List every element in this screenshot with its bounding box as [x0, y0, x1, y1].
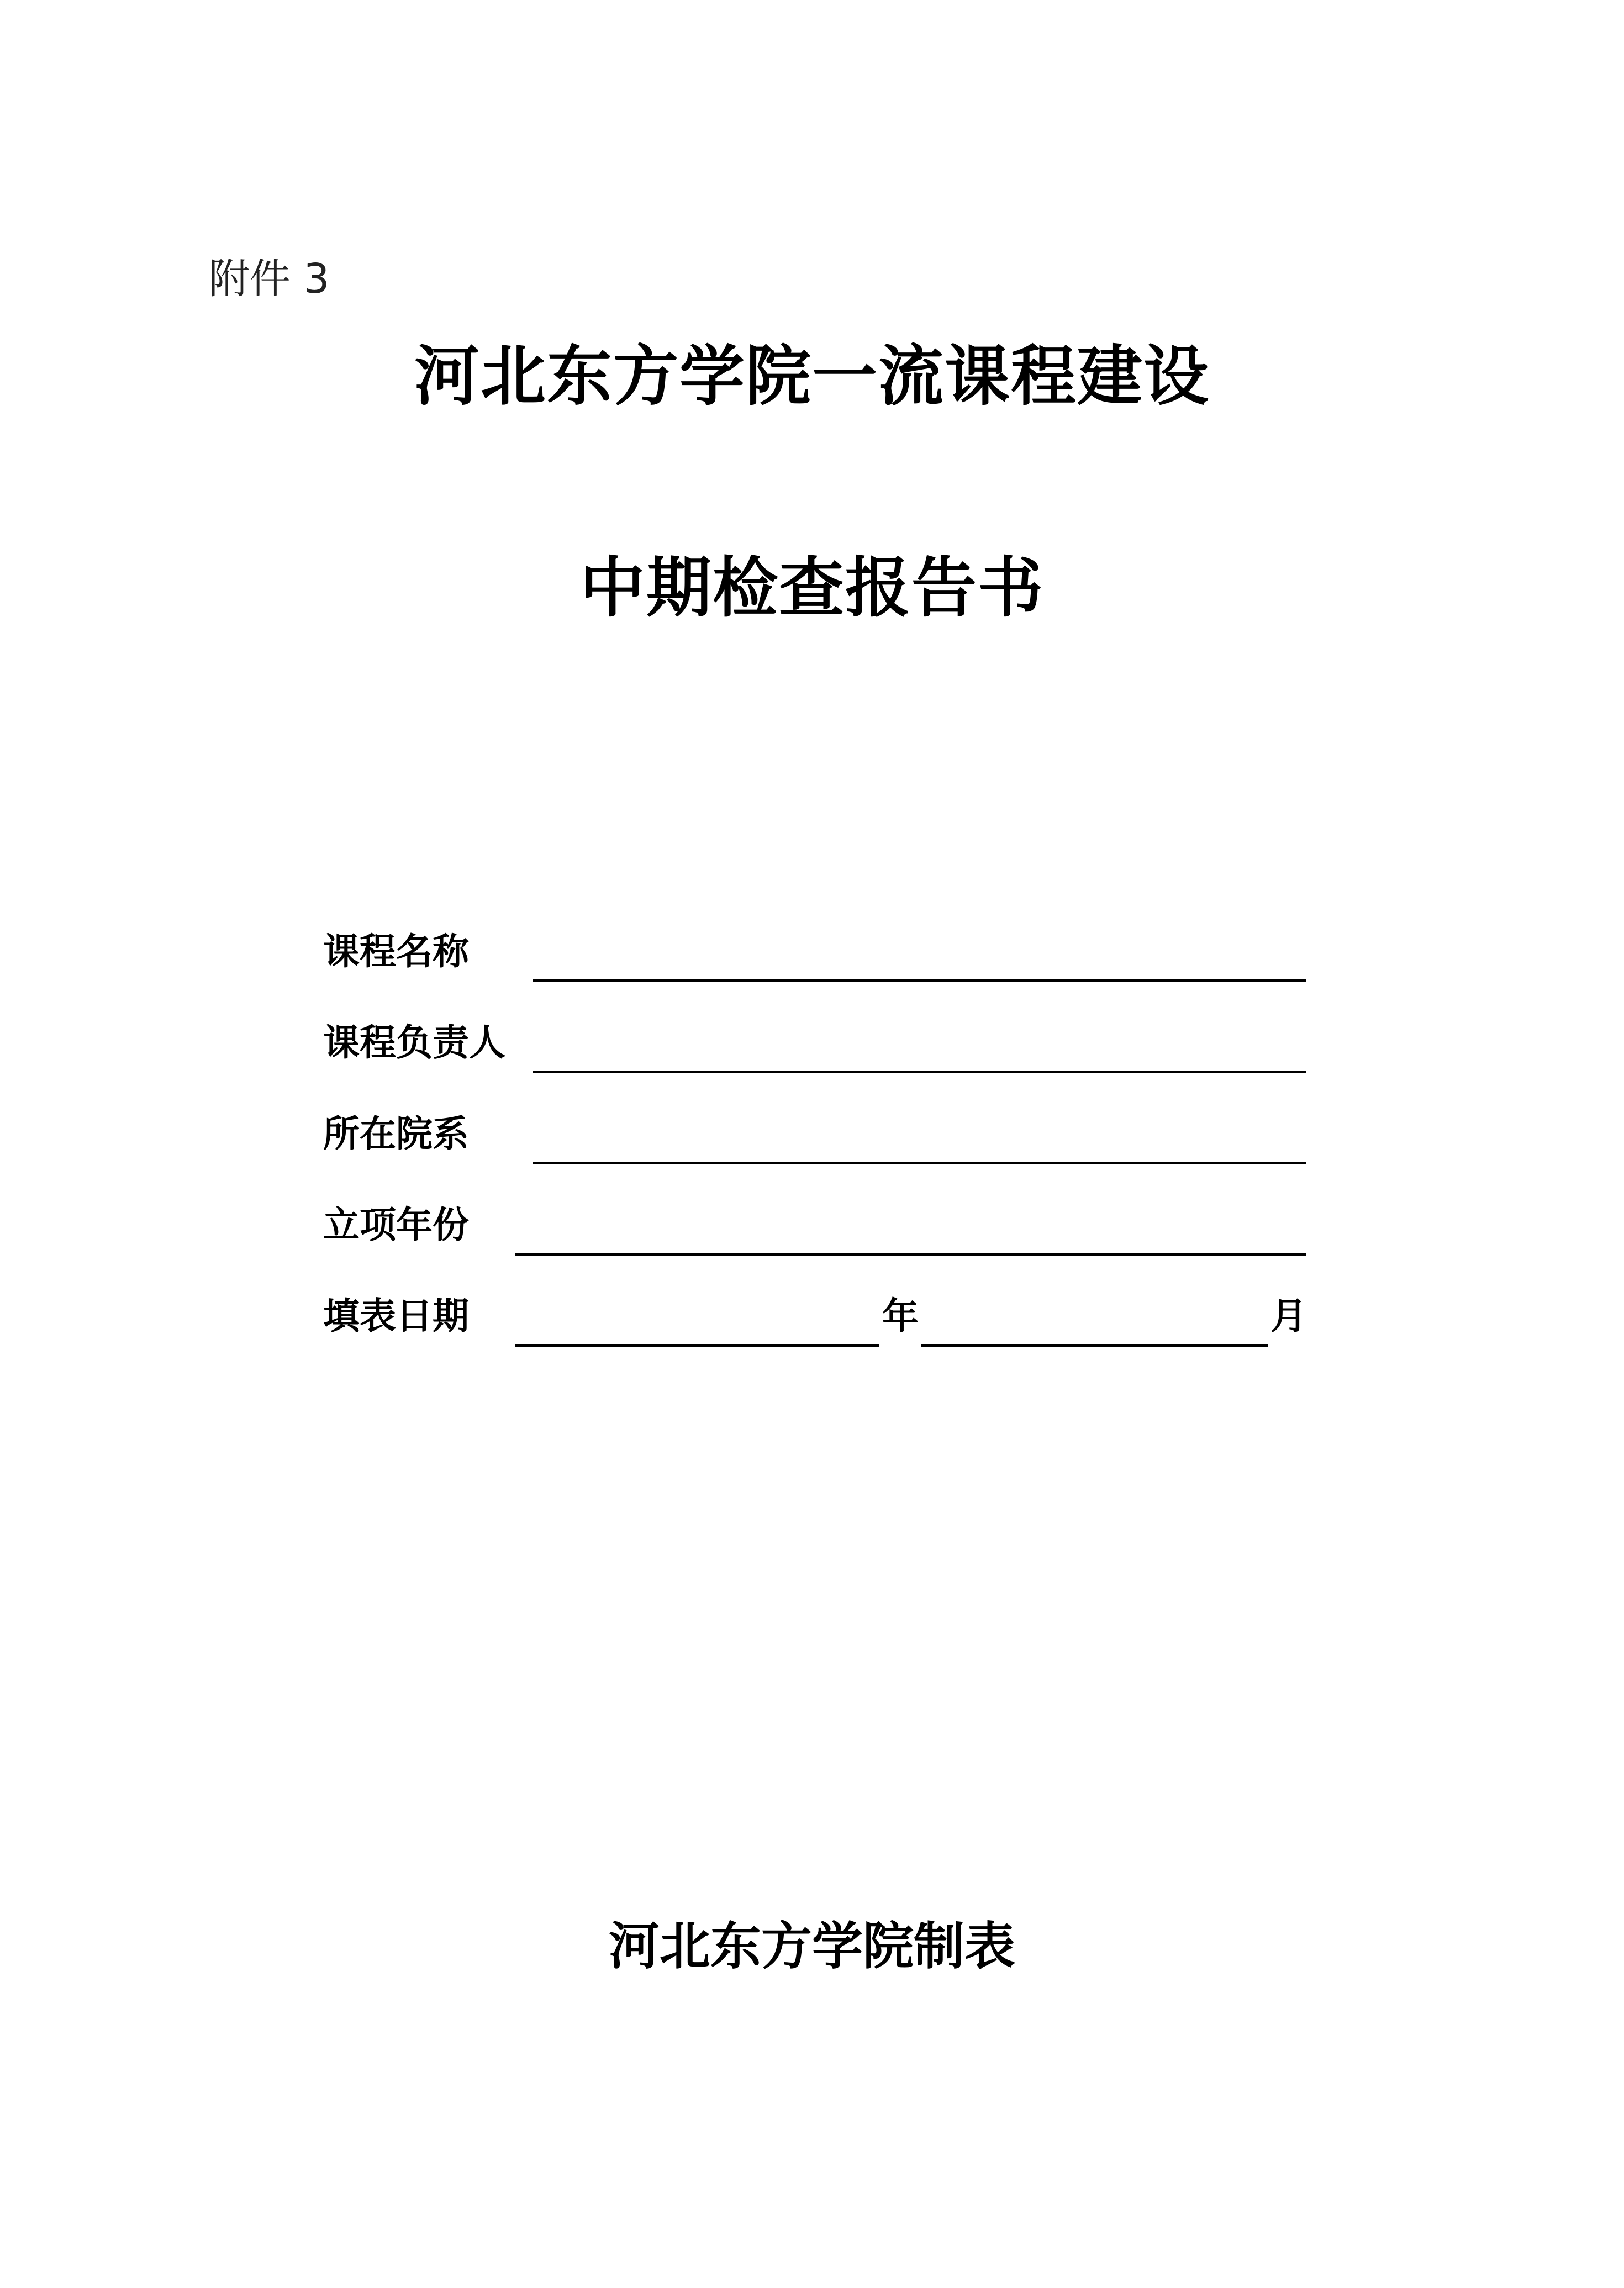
department-input-line[interactable] [533, 1162, 1306, 1164]
fill-date-year-input-line[interactable] [515, 1344, 879, 1347]
fill-date-year-unit: 年 [882, 1295, 919, 1337]
project-year-label: 立项年份 [323, 1204, 469, 1246]
field-department [323, 1109, 1306, 1164]
field-course-lead [323, 1018, 1306, 1073]
fill-date-month-unit: 月 [1270, 1295, 1307, 1337]
course-name-label: 课程名称 [323, 930, 469, 973]
document-title-line2: 中期检查报告书 [579, 550, 1044, 626]
field-course-name [323, 927, 1306, 982]
field-project-year [323, 1200, 1306, 1256]
document-title-line1: 河北东方学院一流课程建设 [414, 338, 1210, 414]
course-lead-input-line[interactable] [533, 1071, 1306, 1073]
field-fill-date [323, 1291, 1306, 1347]
course-lead-label: 课程负责人 [323, 1021, 505, 1064]
course-name-input-line[interactable] [533, 979, 1306, 982]
attachment-label: 附件 3 [209, 255, 330, 303]
project-year-input-line[interactable] [515, 1253, 1306, 1256]
department-label: 所在院系 [323, 1113, 469, 1155]
fill-date-month-input-line[interactable] [921, 1344, 1268, 1347]
fill-date-label: 填表日期 [323, 1295, 469, 1337]
footer-issuer: 河北东方学院制表 [608, 1917, 1015, 1976]
